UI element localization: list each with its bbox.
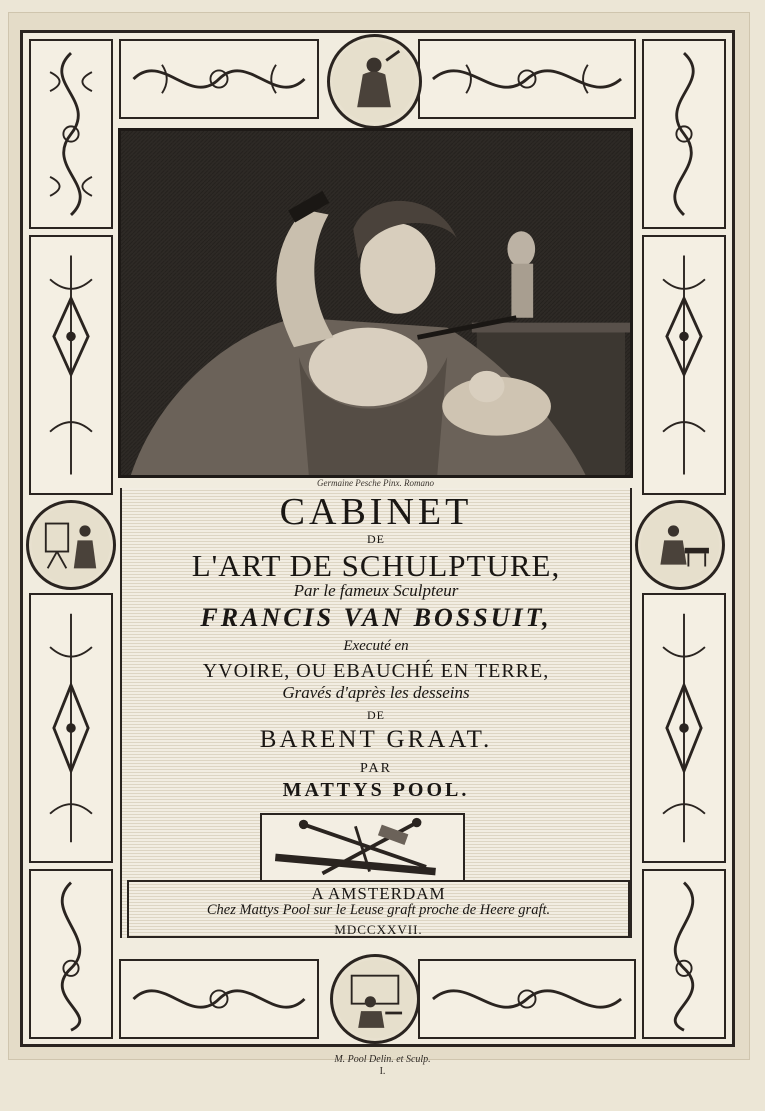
title-barent-graat: BARENT GRAAT. — [259, 726, 493, 753]
title-cabinet: CABINET — [279, 491, 473, 533]
side-ornament-left-upper — [29, 235, 113, 495]
title-materials: YVOIRE, OU EBAUCHÉ EN TERRE, — [202, 660, 550, 682]
ornament-bottom-right — [418, 959, 636, 1039]
publisher-city: A AMSTERDAM — [311, 884, 446, 903]
muse-figure-icon — [327, 34, 422, 129]
title-par-le-fameux: Par le fameux Sculpteur — [293, 581, 459, 600]
painter-easel-icon — [26, 500, 116, 590]
title-art-de-schulpture: L'ART DE SCHULPTURE, — [191, 548, 561, 583]
title-execute-en: Executé en — [343, 638, 409, 654]
title-de: DE — [367, 532, 385, 546]
title-graves: Gravés d'après les desseins — [282, 683, 470, 702]
title-par: PAR — [360, 761, 392, 776]
publisher-box — [127, 880, 630, 938]
title-mattys-pool: MATTYS POOL. — [282, 779, 470, 801]
title-panel — [120, 488, 632, 938]
ornament-top-right — [418, 39, 636, 119]
side-ornament-right-lower — [642, 593, 726, 863]
picture-credit-caption: Germaine Pesche Pinx. Romano — [317, 478, 434, 488]
sculptor-workbench-icon — [635, 500, 725, 590]
ornament-top-left — [119, 39, 319, 119]
side-ornament-left-lower — [29, 593, 113, 863]
engraver-credit: M. Pool Delin. et Sculp. — [334, 1054, 431, 1065]
corner-ornament-top-left — [29, 39, 113, 229]
title-sculptor-name: FRANCIS VAN BOSSUIT, — [200, 603, 552, 632]
sculpting-tools-icon — [260, 813, 465, 883]
publication-date: MDCCXXVII. — [334, 922, 423, 937]
corner-ornament-bottom-right — [642, 869, 726, 1039]
plate-number: I. — [379, 1066, 386, 1077]
title-de-2: DE — [367, 708, 385, 722]
corner-ornament-top-right — [642, 39, 726, 229]
engraver-desk-icon — [330, 954, 420, 1044]
ornament-bottom-left — [119, 959, 319, 1039]
publisher-address: Chez Mattys Pool sur le Leuse graft proche de Heere graft. — [206, 902, 551, 918]
side-ornament-right-upper — [642, 235, 726, 495]
corner-ornament-bottom-left — [29, 869, 113, 1039]
engraved-portrait-picture — [118, 128, 633, 478]
